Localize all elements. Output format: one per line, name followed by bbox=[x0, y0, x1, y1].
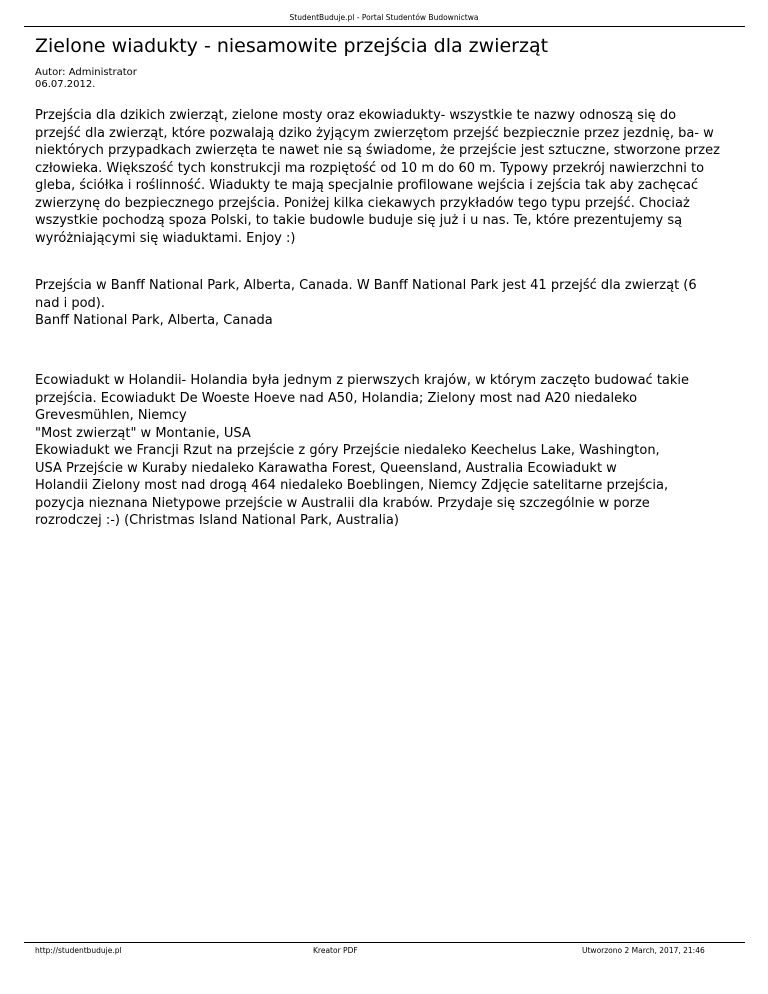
author-line: Autor: Administrator bbox=[35, 67, 137, 78]
footer-generator: Kreator PDF bbox=[313, 946, 358, 955]
banff-caption: Przejścia w Banff National Park, Alberta, Canada. W Banff National Park jest 41 przejść dla zwierząt (6 nad i pod). Banff National Park, Alberta, Canada bbox=[35, 278, 697, 328]
publish-date: 06.07.2012. bbox=[35, 79, 96, 90]
article-title: Zielone wiadukty - niesamowite przejścia dla zwierząt bbox=[35, 35, 549, 57]
header-divider bbox=[24, 26, 745, 27]
examples-paragraph: Ecowiadukt w Holandii- Holandia była jednym z pierwszych krajów, w którym zaczęto budować takie przejścia. Ecowiadukt De Woeste Hoeve nad A50, Holandia; Zielony most nad A20 niedaleko Grevesmühlen, Niemcy "Most zwierząt" w Montanie, USA Ekowiadukt we Francji Rzut na przejście z góry Przejście niedaleko Keechelus Lake, Washington, USA Przejście w Kuraby niedaleko Karawatha Forest, Queensland, Australia Ecowiadukt w Holandii Zielony most nad drogą 464 niedaleko Boeblingen, Niemcy Zdjęcie satelitarne przejścia, pozycja nieznana Nietypowe przejście w Australii dla krabów. Przydaje się szczególnie w porze rozrodczej :-) (Christmas Island National Park, Australia) bbox=[35, 373, 690, 528]
footer-divider bbox=[24, 942, 745, 943]
footer-url[interactable]: http://studentbuduje.pl bbox=[35, 946, 122, 955]
intro-paragraph: Przejścia dla dzikich zwierząt, zielone mosty oraz ekowiadukty- wszystkie te nazwy odnoszą się do przejść dla zwierząt, które pozwalają dziko żyjącym zwierzętom przejść bezpiecznie przez jezdnię, ba- w niektórych przypadkach zwierzęta te nawet nie są świadome, że przejście jest sztuczne, stworzone przez człowieka. Większość tych konstrukcji ma rozpiętość od 10 m do 60 m. Typowy przekrój nawierzchni to gleba, ściółka i roślinność. Wiadukty te mają specjalnie profilowane wejścia i zejścia tak aby zachęcać zwierzynę do bezpiecznego przejścia. Poniżej kilka ciekawych przykładów tego typu przejść. Chociaż wszystkie pochodzą spoza Polski, to takie budowle buduje się już i u nas. Te, które prezentujemy są wyróżniającymi się wiaduktami. Enjoy :) bbox=[35, 108, 720, 246]
page-header: StudentBuduje.pl - Portal Studentów Budownictwa bbox=[289, 13, 479, 22]
footer-created-date: Utworzono 2 March, 2017, 21:46 bbox=[582, 946, 705, 955]
